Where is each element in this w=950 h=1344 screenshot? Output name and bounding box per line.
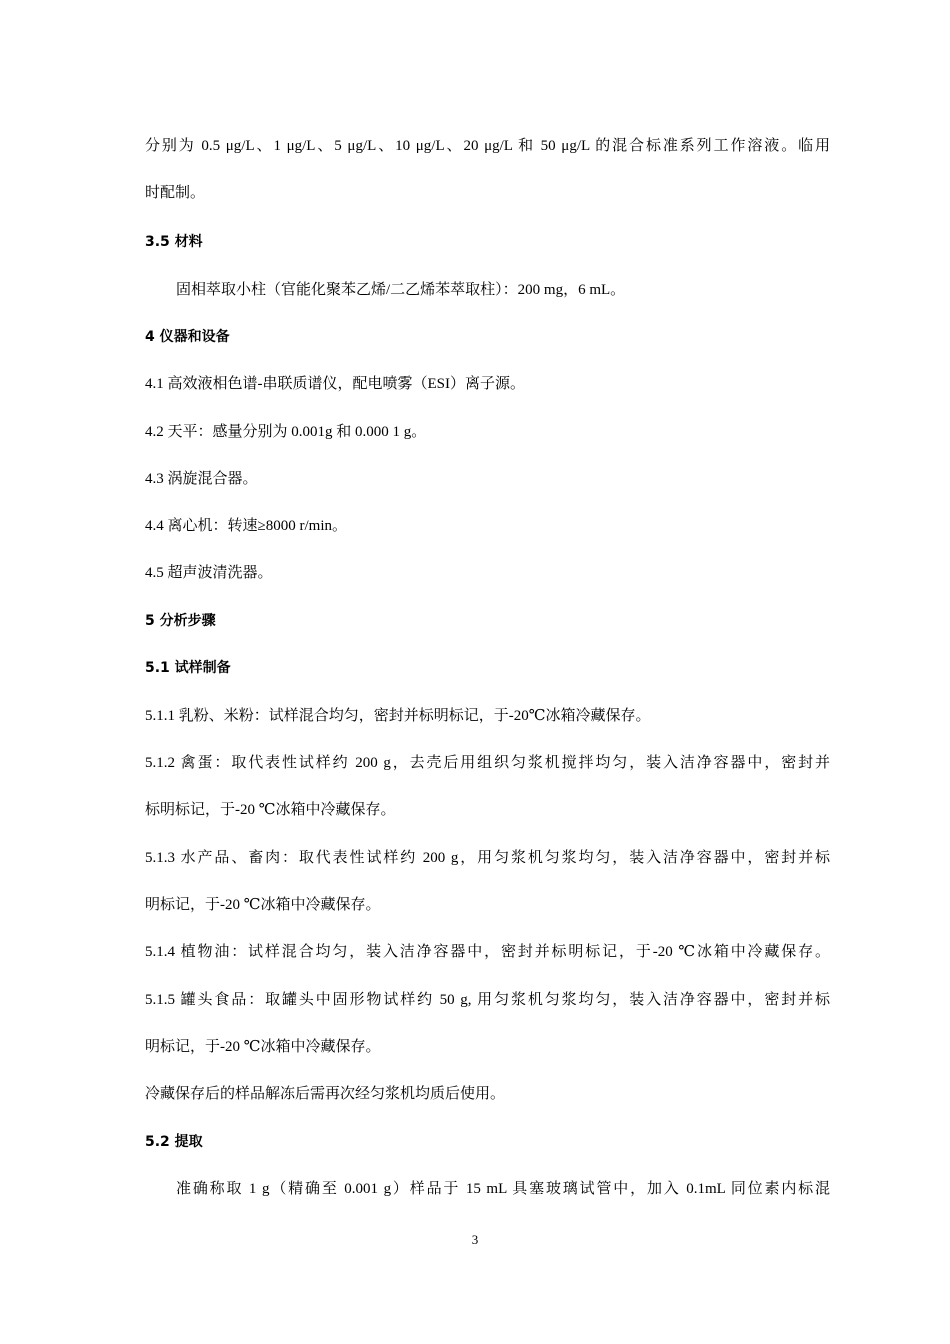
section-heading: 3.5 材料: [145, 234, 203, 250]
page-number: 3: [471, 1232, 479, 1247]
paragraph-line: 明标记，于-20 ℃冰箱中冷藏保存。: [145, 897, 381, 913]
section-heading: 4 仪器和设备: [145, 329, 230, 345]
paragraph-line: 分别为 0.5 μg/L、1 μg/L、5 μg/L、10 μg/L、20 μg/L 和 50 μg/L 的混合标准系列工作溶液。临用: [145, 138, 830, 154]
paragraph-line: 5.1.1 乳粉、米粉：试样混合均匀，密封并标明标记，于-20℃冰箱冷藏保存。: [145, 708, 651, 724]
paragraph-line: 准确称取 1 g（精确至 0.001 g）样品于 15 mL 具塞玻璃试管中，加入 0.1mL 同位素内标混: [176, 1181, 830, 1197]
paragraph-line: 4.1 高效液相色谱-串联质谱仪，配电喷雾（ESI）离子源。: [145, 376, 525, 392]
paragraph-line: 5.1.2 禽蛋：取代表性试样约 200 g，去壳后用组织匀浆机搅拌均匀，装入洁净容器中，密封并: [145, 755, 830, 771]
paragraph-line: 冷藏保存后的样品解冻后需再次经匀浆机均质后使用。: [145, 1086, 506, 1102]
paragraph-line: 5.1.4 植物油：试样混合均匀，装入洁净容器中，密封并标明标记，于-20 ℃冰箱中冷藏保存。: [145, 944, 830, 960]
paragraph-line: 4.5 超声波清洗器。: [145, 565, 273, 581]
paragraph-line: 固相萃取小柱（官能化聚苯乙烯/二乙烯苯萃取柱）：200 mg，6 mL。: [176, 282, 626, 298]
section-heading: 5 分析步骤: [145, 613, 216, 629]
subsection-heading: 5.1 试样制备: [145, 660, 231, 676]
paragraph-line: 明标记，于-20 ℃冰箱中冷藏保存。: [145, 1039, 381, 1055]
paragraph-line: 时配制。: [145, 185, 206, 201]
paragraph-line: 4.2 天平：感量分别为 0.001g 和 0.000 1 g。: [145, 424, 427, 440]
paragraph-line: 4.3 涡旋混合器。: [145, 471, 258, 487]
paragraph-line: 标明标记，于-20 ℃冰箱中冷藏保存。: [145, 802, 396, 818]
subsection-heading: 5.2 提取: [145, 1134, 203, 1150]
paragraph-line: 5.1.3 水产品、畜肉：取代表性试样约 200 g，用匀浆机匀浆均匀，装入洁净容器中，密封并标: [145, 850, 830, 866]
paragraph-line: 5.1.5 罐头食品：取罐头中固形物试样约 50 g, 用匀浆机匀浆均匀，装入洁净容器中，密封并标: [145, 992, 830, 1008]
paragraph-line: 4.4 离心机：转速≥8000 r/min。: [145, 518, 347, 534]
